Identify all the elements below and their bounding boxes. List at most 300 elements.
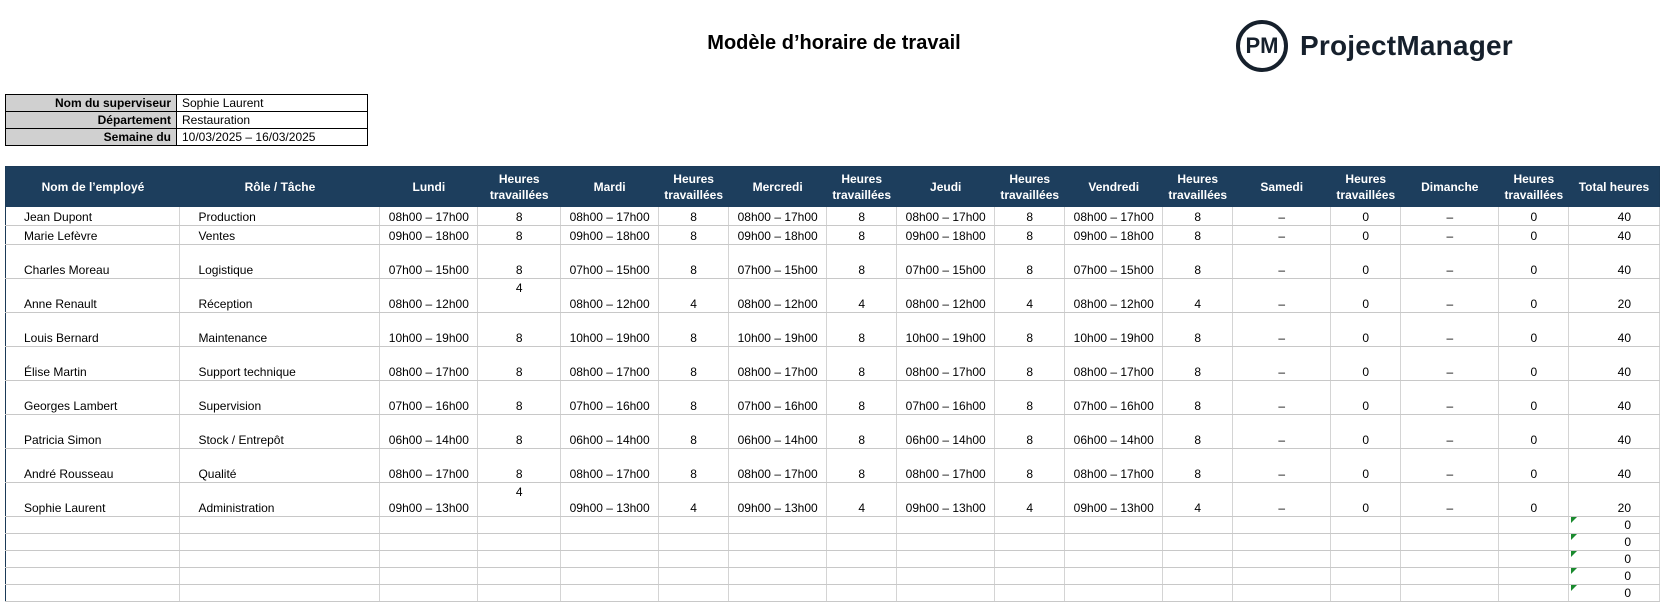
empty-cell[interactable] [729, 534, 827, 551]
shift-cell-sun[interactable]: – [1401, 279, 1499, 313]
hours-cell-thu[interactable]: 8 [995, 449, 1065, 483]
shift-cell-mon[interactable]: 08h00 – 17h00 [380, 347, 478, 381]
shift-cell-mon[interactable]: 09h00 – 18h00 [380, 226, 478, 245]
projectmanager-logo [1236, 16, 1513, 76]
shift-cell-tue[interactable]: 07h00 – 16h00 [561, 381, 659, 415]
shift-cell-mon[interactable]: 08h00 – 17h00 [380, 207, 478, 226]
hours-cell-sat[interactable]: 0 [1331, 279, 1401, 313]
hours-cell-sun[interactable]: 0 [1499, 207, 1569, 226]
week-cell[interactable]: 10/03/2025 – 16/03/2025 [177, 129, 368, 146]
empty-cell[interactable] [995, 585, 1065, 602]
hours-cell-sat[interactable]: 0 [1331, 381, 1401, 415]
hours-line1: Heures [841, 172, 883, 186]
empty-cell[interactable] [659, 534, 729, 551]
empty-cell[interactable] [1065, 585, 1163, 602]
role-cell[interactable]: Administration [180, 483, 380, 517]
pm-logo-icon: PM [1236, 20, 1288, 72]
shift-cell-mon[interactable]: 08h00 – 17h00 [380, 449, 478, 483]
hours-cell-sat[interactable]: 0 [1331, 245, 1401, 279]
hours-cell-sat[interactable]: 0 [1331, 226, 1401, 245]
shift-cell-sat[interactable]: – [1233, 279, 1331, 313]
empty-cell[interactable] [6, 568, 180, 585]
empty-cell[interactable] [897, 534, 995, 551]
shift-cell-sat[interactable]: – [1233, 207, 1331, 226]
empty-cell[interactable] [827, 585, 897, 602]
shift-cell-sun[interactable]: – [1401, 313, 1499, 347]
shift-cell-sun[interactable]: – [1401, 483, 1499, 517]
hours-cell-thu[interactable]: 8 [995, 207, 1065, 226]
total-value: 0 [1624, 535, 1631, 549]
shift-cell-mon[interactable]: 06h00 – 14h00 [380, 415, 478, 449]
hours-cell-wed[interactable]: 8 [827, 313, 897, 347]
empty-cell[interactable] [1163, 534, 1233, 551]
total-hours-cell[interactable]: 40 [1569, 381, 1660, 415]
shift-cell-wed[interactable]: 07h00 – 16h00 [729, 381, 827, 415]
hours-cell-wed[interactable]: 4 [827, 483, 897, 517]
shift-cell-fri[interactable]: 08h00 – 17h00 [1065, 207, 1163, 226]
shift-cell-thu[interactable]: 09h00 – 13h00 [897, 483, 995, 517]
supervisor-cell[interactable]: Sophie Laurent [177, 95, 368, 112]
hours-cell-fri[interactable]: 8 [1163, 347, 1233, 381]
empty-cell[interactable] [659, 585, 729, 602]
col-header-hours [659, 167, 729, 208]
hours-cell-sun[interactable]: 0 [1499, 415, 1569, 449]
empty-cell[interactable] [1163, 551, 1233, 568]
empty-cell[interactable] [1401, 517, 1499, 534]
hours-cell-fri[interactable]: 8 [1163, 313, 1233, 347]
shift-cell-fri[interactable]: 08h00 – 12h00 [1065, 279, 1163, 313]
empty-cell[interactable] [897, 517, 995, 534]
role-cell[interactable]: Logistique [180, 245, 380, 279]
hours-value-top: 4 [515, 281, 523, 295]
shift-cell-tue[interactable]: 08h00 – 17h00 [561, 449, 659, 483]
employee-name-cell[interactable]: Georges Lambert [6, 381, 180, 415]
department-cell[interactable]: Restauration [177, 112, 368, 129]
hours-cell-fri[interactable]: 4 [1163, 483, 1233, 517]
hours-line2: travaillées [1000, 188, 1060, 202]
empty-cell[interactable] [1331, 551, 1401, 568]
shift-cell-sat[interactable]: – [1233, 245, 1331, 279]
hours-cell-sun[interactable]: 0 [1499, 226, 1569, 245]
schedule-table [5, 166, 1660, 602]
empty-cell[interactable] [380, 585, 478, 602]
empty-cell[interactable] [561, 568, 659, 585]
empty-cell[interactable] [995, 534, 1065, 551]
shift-cell-sun[interactable]: – [1401, 207, 1499, 226]
employee-name-cell[interactable]: Patricia Simon [6, 415, 180, 449]
empty-cell[interactable] [478, 568, 561, 585]
hours-line2: travaillées [664, 188, 723, 202]
role-cell[interactable]: Qualité [180, 449, 380, 483]
empty-cell[interactable] [380, 534, 478, 551]
empty-cell[interactable] [1233, 551, 1331, 568]
empty-cell[interactable] [995, 568, 1065, 585]
empty-cell[interactable] [1163, 568, 1233, 585]
table-row [6, 449, 1660, 483]
role-cell[interactable]: Maintenance [180, 313, 380, 347]
hours-cell-sat[interactable]: 0 [1331, 347, 1401, 381]
empty-cell[interactable] [1401, 568, 1499, 585]
hours-cell-mon[interactable]: 8 [478, 207, 561, 226]
hours-cell-fri[interactable]: 4 [1163, 279, 1233, 313]
hours-cell-tue[interactable]: 8 [659, 207, 729, 226]
total-hours-cell[interactable]: 40 [1569, 207, 1660, 226]
hours-value-empty [480, 501, 558, 516]
col-header-wednesday: Mercredi [729, 167, 827, 208]
hours-cell-thu[interactable]: 8 [995, 415, 1065, 449]
hours-cell-fri[interactable]: 8 [1163, 415, 1233, 449]
hours-cell-fri[interactable]: 8 [1163, 226, 1233, 245]
empty-cell[interactable] [561, 517, 659, 534]
role-cell[interactable]: Support technique [180, 347, 380, 381]
col-header-role: Rôle / Tâche [180, 167, 380, 208]
hours-cell-sun[interactable]: 0 [1499, 449, 1569, 483]
empty-cell[interactable] [478, 534, 561, 551]
hours-cell-sun[interactable]: 0 [1499, 347, 1569, 381]
shift-cell-wed[interactable]: 09h00 – 13h00 [729, 483, 827, 517]
hours-cell-thu[interactable]: 8 [995, 226, 1065, 245]
shift-cell-sat[interactable]: – [1233, 483, 1331, 517]
total-hours-cell[interactable] [1569, 534, 1660, 551]
empty-cell[interactable] [561, 551, 659, 568]
total-hours-cell[interactable] [1569, 517, 1660, 534]
shift-cell-fri[interactable]: 08h00 – 17h00 [1065, 347, 1163, 381]
shift-cell-mon[interactable]: 10h00 – 19h00 [380, 313, 478, 347]
hours-cell-mon[interactable]: 8 [478, 449, 561, 483]
empty-cell[interactable] [827, 534, 897, 551]
shift-cell-fri[interactable]: 06h00 – 14h00 [1065, 415, 1163, 449]
employee-name-cell[interactable]: Marie Lefèvre [6, 226, 180, 245]
hours-cell-mon[interactable]: 8 [478, 226, 561, 245]
table-row [6, 313, 1660, 347]
hours-cell-fri[interactable]: 8 [1163, 245, 1233, 279]
hours-cell-fri[interactable]: 8 [1163, 449, 1233, 483]
empty-cell[interactable] [1065, 517, 1163, 534]
col-header-thursday: Jeudi [897, 167, 995, 208]
hours-cell-wed[interactable]: 4 [827, 279, 897, 313]
empty-cell[interactable] [729, 551, 827, 568]
shift-cell-sat[interactable]: – [1233, 415, 1331, 449]
empty-row [6, 517, 1660, 534]
hours-cell-tue[interactable]: 8 [659, 347, 729, 381]
shift-cell-fri[interactable]: 07h00 – 15h00 [1065, 245, 1163, 279]
error-flag-icon [1571, 517, 1577, 523]
hours-value-empty [480, 297, 558, 312]
empty-cell[interactable] [561, 585, 659, 602]
hours-cell-sun[interactable]: 0 [1499, 245, 1569, 279]
role-cell[interactable]: Supervision [180, 381, 380, 415]
shift-cell-thu[interactable]: 10h00 – 19h00 [897, 313, 995, 347]
col-header-hours [1499, 167, 1569, 208]
shift-cell-sat[interactable]: – [1233, 381, 1331, 415]
empty-cell[interactable] [1233, 568, 1331, 585]
hours-line2: travaillées [832, 188, 892, 202]
total-value: 0 [1624, 569, 1631, 583]
shift-cell-tue[interactable]: 10h00 – 19h00 [561, 313, 659, 347]
empty-cell[interactable] [659, 551, 729, 568]
shift-cell-sat[interactable]: – [1233, 347, 1331, 381]
page-title: Modèle d’horaire de travail [707, 32, 961, 54]
shift-cell-mon[interactable]: 07h00 – 16h00 [380, 381, 478, 415]
employee-name-cell[interactable]: Louis Bernard [6, 313, 180, 347]
empty-cell[interactable] [1499, 517, 1569, 534]
hours-cell-sun[interactable]: 0 [1499, 313, 1569, 347]
empty-cell[interactable] [1065, 534, 1163, 551]
hours-cell-wed[interactable]: 8 [827, 245, 897, 279]
hours-cell-sat[interactable]: 0 [1331, 207, 1401, 226]
hours-cell-mon[interactable] [478, 483, 561, 517]
shift-cell-fri[interactable]: 10h00 – 19h00 [1065, 313, 1163, 347]
empty-cell[interactable] [1331, 585, 1401, 602]
shift-cell-mon[interactable]: 09h00 – 13h00 [380, 483, 478, 517]
shift-cell-sun[interactable]: – [1401, 381, 1499, 415]
empty-cell[interactable] [995, 551, 1065, 568]
hours-cell-thu[interactable]: 8 [995, 313, 1065, 347]
shift-cell-thu[interactable]: 08h00 – 17h00 [897, 207, 995, 226]
hours-cell-sat[interactable]: 0 [1331, 449, 1401, 483]
empty-cell[interactable] [1065, 568, 1163, 585]
role-cell[interactable]: Stock / Entrepôt [180, 415, 380, 449]
shift-cell-wed[interactable]: 06h00 – 14h00 [729, 415, 827, 449]
hours-cell-wed[interactable]: 8 [827, 415, 897, 449]
total-hours-cell[interactable]: 40 [1569, 226, 1660, 245]
empty-cell[interactable] [380, 551, 478, 568]
total-hours-cell[interactable] [1569, 568, 1660, 585]
total-hours-cell[interactable]: 20 [1569, 279, 1660, 313]
empty-cell[interactable] [729, 517, 827, 534]
shift-cell-tue[interactable]: 07h00 – 15h00 [561, 245, 659, 279]
shift-cell-wed[interactable]: 07h00 – 15h00 [729, 245, 827, 279]
hours-cell-mon[interactable] [478, 279, 561, 313]
hours-line1: Heures [673, 172, 714, 186]
table-row [6, 483, 1660, 517]
empty-cell[interactable] [6, 534, 180, 551]
shift-cell-wed[interactable]: 08h00 – 17h00 [729, 347, 827, 381]
hours-line2: travaillées [1504, 188, 1564, 202]
hours-cell-tue[interactable]: 8 [659, 381, 729, 415]
shift-cell-sun[interactable]: – [1401, 449, 1499, 483]
empty-cell[interactable] [180, 534, 380, 551]
role-cell[interactable]: Réception [180, 279, 380, 313]
hours-cell-tue[interactable]: 4 [659, 483, 729, 517]
empty-cell[interactable] [1499, 585, 1569, 602]
empty-cell[interactable] [1233, 534, 1331, 551]
shift-cell-thu[interactable]: 09h00 – 18h00 [897, 226, 995, 245]
shift-cell-tue[interactable]: 08h00 – 17h00 [561, 207, 659, 226]
hours-cell-wed[interactable]: 8 [827, 449, 897, 483]
hours-cell-thu[interactable]: 4 [995, 483, 1065, 517]
hours-cell-wed[interactable]: 8 [827, 207, 897, 226]
empty-cell[interactable] [180, 585, 380, 602]
employee-name-cell[interactable]: Anne Renault [6, 279, 180, 313]
col-header-total: Total heures [1569, 167, 1660, 208]
shift-cell-fri[interactable]: 08h00 – 17h00 [1065, 449, 1163, 483]
hours-cell-sat[interactable]: 0 [1331, 415, 1401, 449]
empty-cell[interactable] [897, 585, 995, 602]
empty-cell[interactable] [6, 585, 180, 602]
empty-row [6, 551, 1660, 568]
header-row [6, 167, 1660, 208]
table-row [6, 226, 1660, 245]
role-cell[interactable]: Ventes [180, 226, 380, 245]
empty-cell[interactable] [1499, 568, 1569, 585]
hours-cell-tue[interactable]: 4 [659, 279, 729, 313]
hours-cell-mon[interactable]: 8 [478, 313, 561, 347]
total-hours-cell[interactable]: 20 [1569, 483, 1660, 517]
shift-cell-tue[interactable]: 08h00 – 12h00 [561, 279, 659, 313]
empty-row [6, 534, 1660, 551]
shift-cell-sat[interactable]: – [1233, 226, 1331, 245]
empty-cell[interactable] [1233, 517, 1331, 534]
empty-cell[interactable] [1499, 551, 1569, 568]
hours-cell-wed[interactable]: 8 [827, 226, 897, 245]
empty-cell[interactable] [6, 517, 180, 534]
empty-cell[interactable] [1331, 517, 1401, 534]
shift-cell-thu[interactable]: 08h00 – 12h00 [897, 279, 995, 313]
empty-cell[interactable] [1401, 551, 1499, 568]
shift-cell-mon[interactable]: 07h00 – 15h00 [380, 245, 478, 279]
role-cell[interactable]: Production [180, 207, 380, 226]
hours-cell-mon[interactable]: 8 [478, 381, 561, 415]
total-hours-cell[interactable]: 40 [1569, 347, 1660, 381]
hours-cell-wed[interactable]: 8 [827, 347, 897, 381]
shift-cell-fri[interactable]: 09h00 – 13h00 [1065, 483, 1163, 517]
empty-cell[interactable] [659, 517, 729, 534]
hours-cell-tue[interactable]: 8 [659, 313, 729, 347]
shift-cell-thu[interactable]: 07h00 – 16h00 [897, 381, 995, 415]
shift-cell-wed[interactable]: 08h00 – 17h00 [729, 207, 827, 226]
shift-cell-mon[interactable]: 08h00 – 12h00 [380, 279, 478, 313]
empty-cell[interactable] [1331, 534, 1401, 551]
shift-cell-sun[interactable]: – [1401, 245, 1499, 279]
total-hours-cell[interactable]: 40 [1569, 449, 1660, 483]
empty-cell[interactable] [1065, 551, 1163, 568]
hours-value-top: 4 [515, 485, 523, 499]
info-row-week [6, 129, 368, 146]
table-row [6, 415, 1660, 449]
hours-cell-thu[interactable]: 8 [995, 381, 1065, 415]
shift-cell-thu[interactable]: 08h00 – 17h00 [897, 449, 995, 483]
hours-cell-thu[interactable]: 4 [995, 279, 1065, 313]
col-header-hours [1331, 167, 1401, 208]
hours-cell-tue[interactable]: 8 [659, 226, 729, 245]
empty-cell[interactable] [478, 585, 561, 602]
empty-cell[interactable] [897, 551, 995, 568]
hours-cell-sun[interactable]: 0 [1499, 483, 1569, 517]
empty-cell[interactable] [380, 517, 478, 534]
shift-cell-tue[interactable]: 09h00 – 18h00 [561, 226, 659, 245]
employee-name-cell[interactable]: Sophie Laurent [6, 483, 180, 517]
hours-cell-mon[interactable]: 8 [478, 347, 561, 381]
hours-cell-sun[interactable]: 0 [1499, 279, 1569, 313]
shift-cell-thu[interactable]: 08h00 – 17h00 [897, 347, 995, 381]
hours-cell-mon[interactable]: 8 [478, 415, 561, 449]
employee-name-cell[interactable]: Charles Moreau [6, 245, 180, 279]
empty-cell[interactable] [729, 585, 827, 602]
shift-cell-wed[interactable]: 08h00 – 17h00 [729, 449, 827, 483]
hours-line1: Heures [498, 172, 540, 186]
error-flag-icon [1571, 585, 1577, 591]
empty-cell[interactable] [827, 517, 897, 534]
hours-cell-sat[interactable]: 0 [1331, 483, 1401, 517]
empty-cell[interactable] [1401, 534, 1499, 551]
empty-cell[interactable] [729, 568, 827, 585]
empty-cell[interactable] [1331, 568, 1401, 585]
empty-cell[interactable] [561, 534, 659, 551]
shift-cell-sat[interactable]: – [1233, 313, 1331, 347]
shift-cell-sun[interactable]: – [1401, 415, 1499, 449]
empty-cell[interactable] [897, 568, 995, 585]
empty-cell[interactable] [995, 517, 1065, 534]
shift-cell-tue[interactable]: 09h00 – 13h00 [561, 483, 659, 517]
empty-cell[interactable] [1499, 534, 1569, 551]
shift-cell-wed[interactable]: 08h00 – 12h00 [729, 279, 827, 313]
total-hours-cell[interactable]: 40 [1569, 313, 1660, 347]
total-hours-cell[interactable] [1569, 585, 1660, 602]
hours-cell-thu[interactable]: 8 [995, 245, 1065, 279]
empty-cell[interactable] [1401, 585, 1499, 602]
shift-cell-fri[interactable]: 09h00 – 18h00 [1065, 226, 1163, 245]
col-header-friday: Vendredi [1065, 167, 1163, 208]
hours-cell-tue[interactable]: 8 [659, 449, 729, 483]
hours-cell-thu[interactable]: 8 [995, 347, 1065, 381]
shift-cell-thu[interactable]: 07h00 – 15h00 [897, 245, 995, 279]
hours-cell-sat[interactable]: 0 [1331, 313, 1401, 347]
empty-cell[interactable] [1163, 517, 1233, 534]
hours-cell-tue[interactable]: 8 [659, 245, 729, 279]
empty-cell[interactable] [180, 568, 380, 585]
employee-name-cell[interactable]: André Rousseau [6, 449, 180, 483]
empty-cell[interactable] [659, 568, 729, 585]
hours-line2: travaillées [1336, 188, 1396, 202]
hours-cell-sun[interactable]: 0 [1499, 381, 1569, 415]
hours-cell-fri[interactable]: 8 [1163, 381, 1233, 415]
info-table [5, 94, 368, 146]
shift-cell-tue[interactable]: 08h00 – 17h00 [561, 347, 659, 381]
empty-cell[interactable] [478, 517, 561, 534]
shift-cell-wed[interactable]: 09h00 – 18h00 [729, 226, 827, 245]
shift-cell-fri[interactable]: 07h00 – 16h00 [1065, 381, 1163, 415]
hours-cell-tue[interactable]: 8 [659, 415, 729, 449]
employee-name-cell[interactable]: Élise Martin [6, 347, 180, 381]
empty-cell[interactable] [1163, 585, 1233, 602]
empty-cell[interactable] [6, 551, 180, 568]
logo-text: ProjectManager [1300, 30, 1513, 61]
empty-cell[interactable] [827, 568, 897, 585]
shift-cell-sun[interactable]: – [1401, 226, 1499, 245]
total-hours-cell[interactable] [1569, 551, 1660, 568]
hours-cell-fri[interactable]: 8 [1163, 207, 1233, 226]
table-row [6, 381, 1660, 415]
empty-cell[interactable] [1233, 585, 1331, 602]
empty-cell[interactable] [827, 551, 897, 568]
shift-cell-sun[interactable]: – [1401, 347, 1499, 381]
empty-cell[interactable] [180, 551, 380, 568]
hours-cell-wed[interactable]: 8 [827, 381, 897, 415]
shift-cell-thu[interactable]: 06h00 – 14h00 [897, 415, 995, 449]
total-hours-cell[interactable]: 40 [1569, 415, 1660, 449]
shift-cell-wed[interactable]: 10h00 – 19h00 [729, 313, 827, 347]
hours-cell-mon[interactable]: 8 [478, 245, 561, 279]
table-row [6, 347, 1660, 381]
shift-cell-sat[interactable]: – [1233, 449, 1331, 483]
empty-cell[interactable] [478, 551, 561, 568]
employee-name-cell[interactable]: Jean Dupont [6, 207, 180, 226]
total-hours-cell[interactable]: 40 [1569, 245, 1660, 279]
shift-cell-tue[interactable]: 06h00 – 14h00 [561, 415, 659, 449]
empty-cell[interactable] [180, 517, 380, 534]
empty-cell[interactable] [380, 568, 478, 585]
